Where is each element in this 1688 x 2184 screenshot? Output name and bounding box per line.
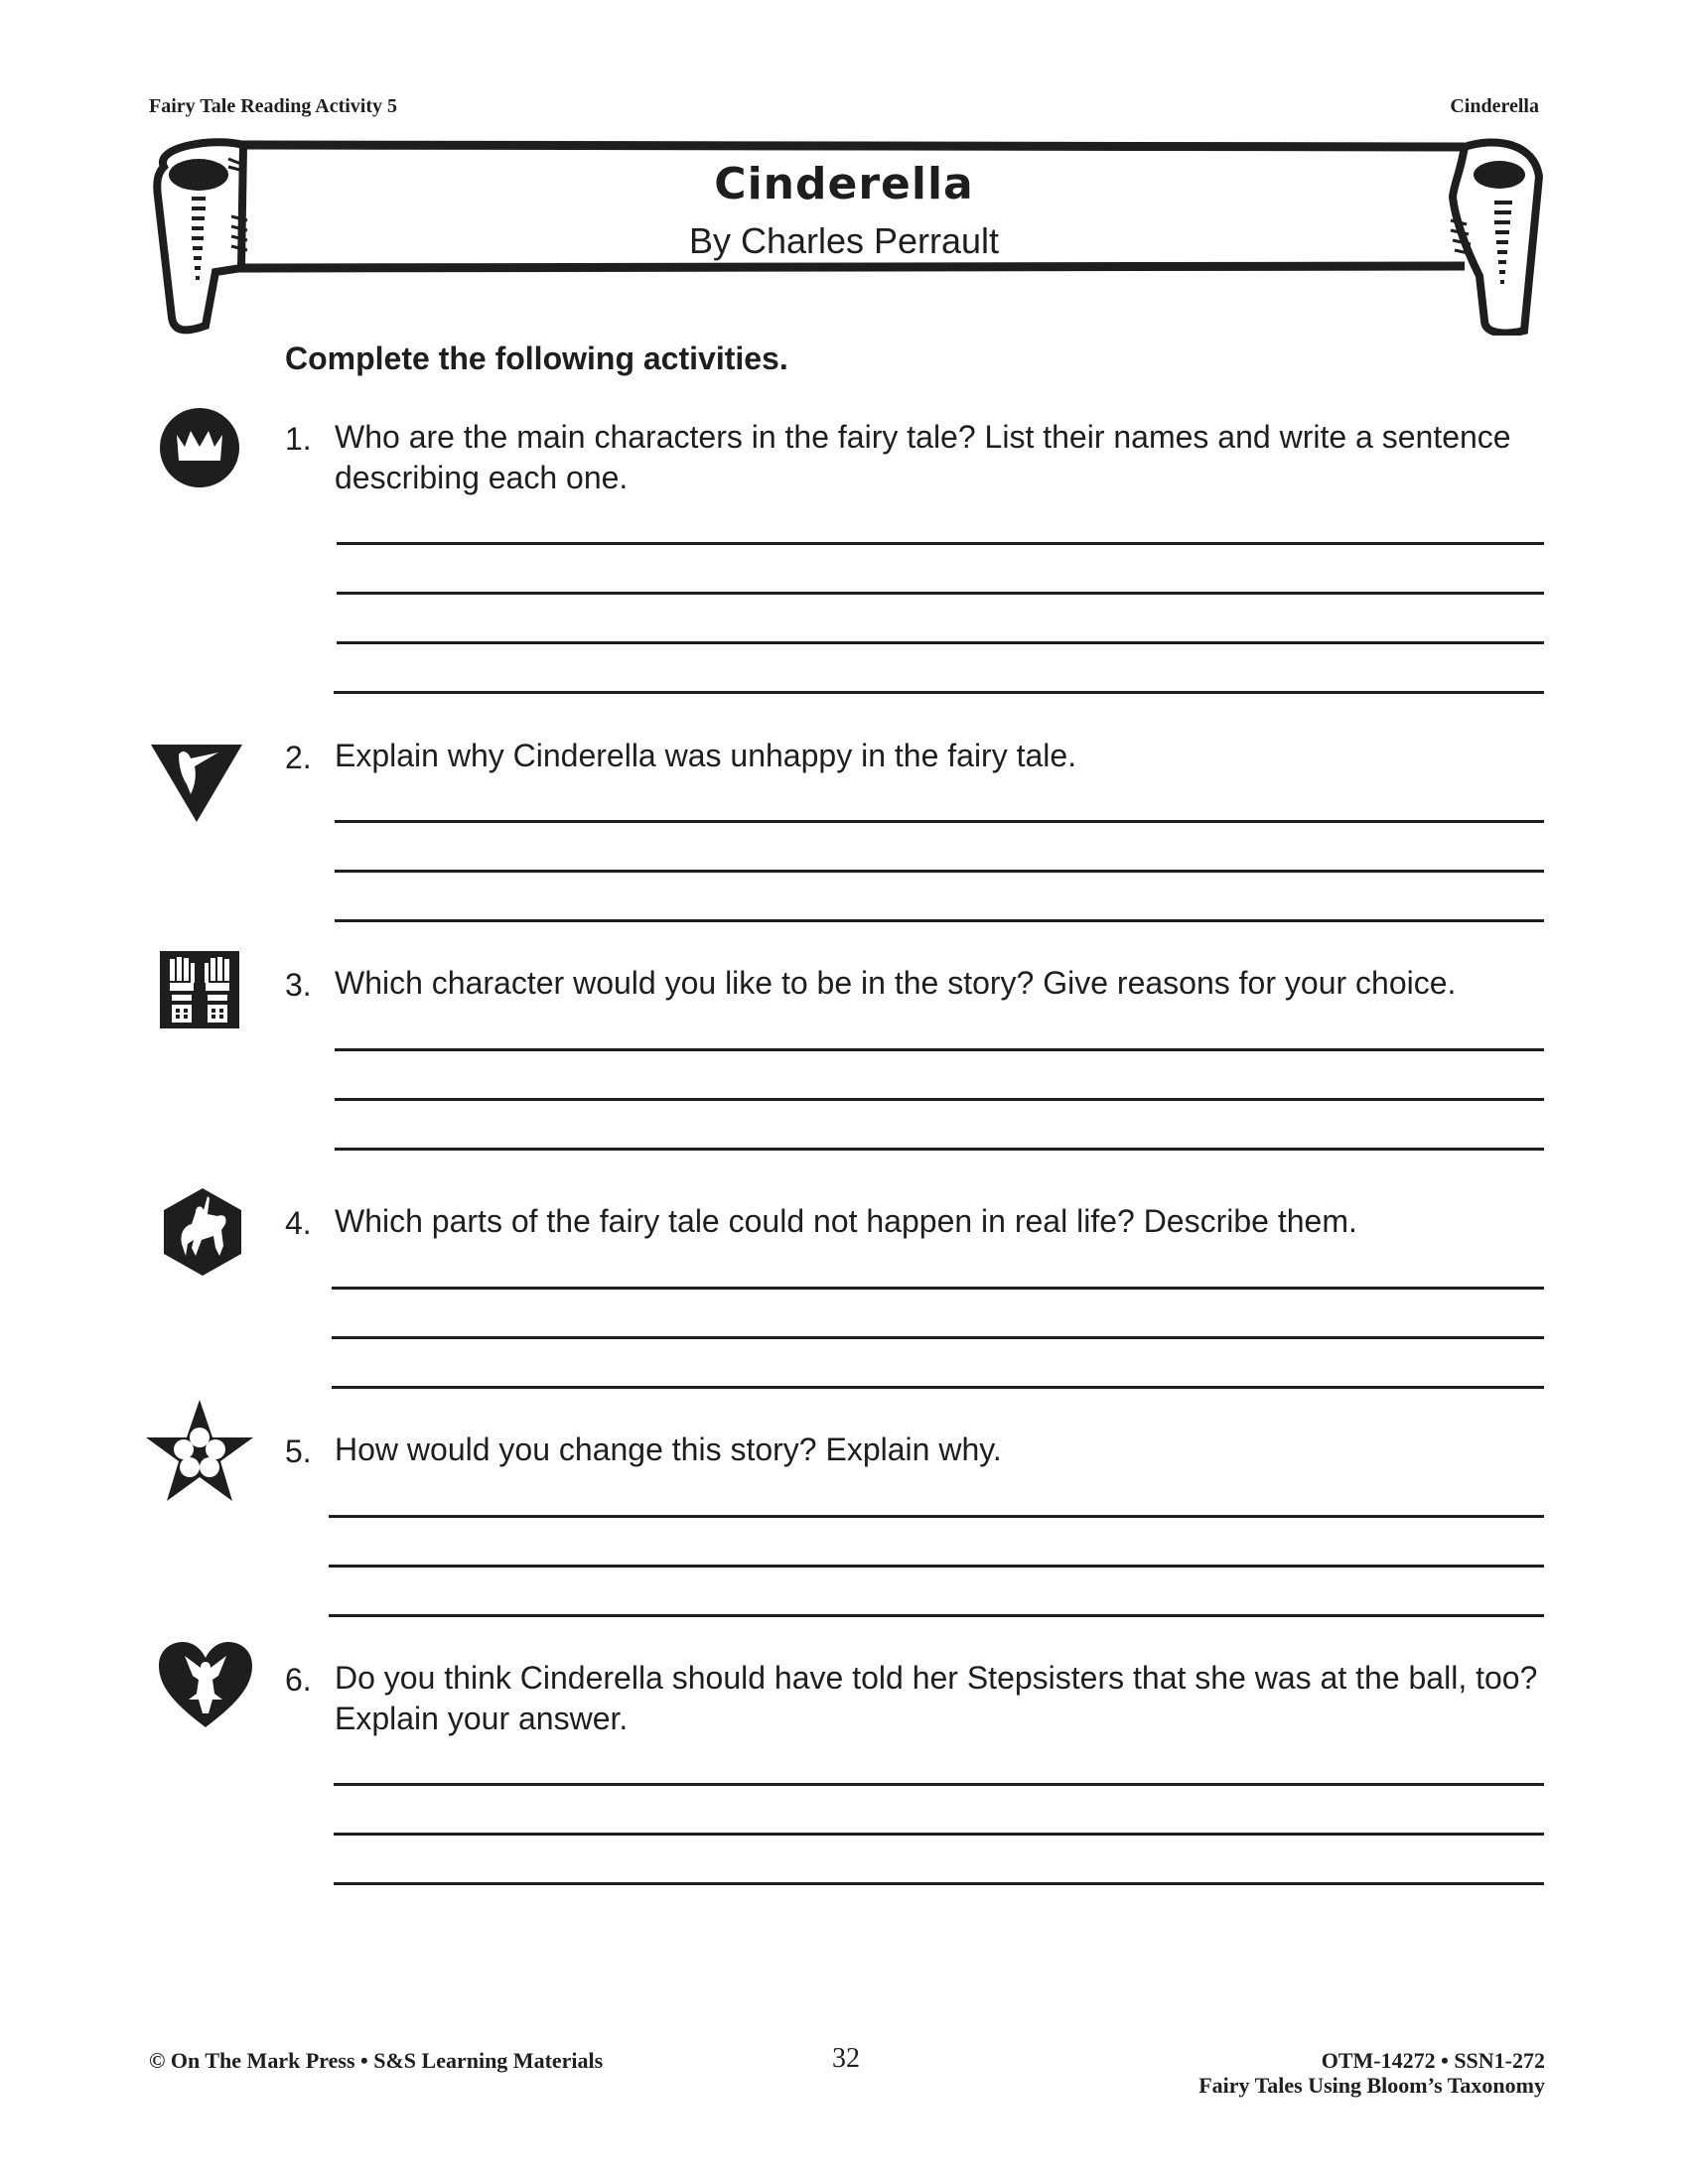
answer-line[interactable] <box>335 919 1544 922</box>
answer-line[interactable] <box>334 1882 1544 1885</box>
footer-book-title: Fairy Tales Using Bloom’s Taxonomy <box>1198 2073 1545 2098</box>
unicorn-triangle-icon <box>149 743 244 829</box>
answer-line[interactable] <box>334 1833 1544 1836</box>
running-header-activity: Fairy Tale Reading Activity 5 <box>149 95 397 117</box>
answer-line[interactable] <box>335 1098 1544 1101</box>
footer-product-info <box>1198 2048 1545 2098</box>
question-text-3: Which character would you like to be in the story? Give reasons for your choice. <box>335 965 1457 1001</box>
footer-copyright: © On The Mark Press • S&S Learning Materials <box>149 2048 604 2073</box>
gauntlets-icon <box>160 951 239 1033</box>
answer-line[interactable] <box>329 1515 1544 1518</box>
question-number-2: 2. <box>285 740 312 775</box>
flower-star-icon <box>144 1398 255 1510</box>
question-text-5: How would you change this story? Explain why. <box>335 1432 1002 1467</box>
running-header-story: Cinderella <box>1450 95 1539 117</box>
answer-line[interactable] <box>329 1614 1544 1617</box>
answer-line[interactable] <box>337 592 1544 595</box>
footer-product-code: OTM-14272 • SSN1-272 <box>1321 2048 1545 2073</box>
question-number-5: 5. <box>285 1433 312 1469</box>
answer-line[interactable] <box>332 1386 1544 1389</box>
answer-line[interactable] <box>335 870 1544 873</box>
answer-line[interactable] <box>329 1565 1544 1568</box>
question-number-1: 1. <box>285 421 312 457</box>
page-number: 32 <box>832 2043 860 2074</box>
eagle-heart-icon <box>157 1640 254 1734</box>
page-author: By Charles Perrault <box>688 220 1000 261</box>
question-text-4: Which parts of the fairy tale could not happen in real life? Describe them. <box>335 1203 1357 1239</box>
crown-icon <box>159 407 240 493</box>
answer-line[interactable] <box>332 1287 1544 1290</box>
answer-line[interactable] <box>335 1048 1544 1051</box>
answer-line[interactable] <box>334 1783 1544 1786</box>
question-text-6: Do you think Cinderella should have told her Stepsisters that she was at the ball, too? Explain your answer. <box>335 1660 1538 1736</box>
question-text-1: Who are the main characters in the fairy tale? List their names and write a sentence describing each one. <box>335 419 1511 495</box>
question-number-4: 4. <box>285 1205 312 1241</box>
question-number-3: 3. <box>285 967 312 1003</box>
answer-line[interactable] <box>334 691 1544 694</box>
knight-hexagon-icon <box>162 1186 243 1283</box>
instructions: Complete the following activities. <box>285 341 788 376</box>
question-number-6: 6. <box>285 1662 312 1698</box>
question-text-2: Explain why Cinderella was unhappy in the fairy tale. <box>335 738 1077 773</box>
answer-line[interactable] <box>332 1336 1544 1339</box>
answer-line[interactable] <box>337 542 1544 545</box>
answer-line[interactable] <box>335 820 1544 823</box>
page-title: Cinderella <box>714 159 974 209</box>
answer-line[interactable] <box>335 1148 1544 1151</box>
answer-line[interactable] <box>337 641 1544 644</box>
